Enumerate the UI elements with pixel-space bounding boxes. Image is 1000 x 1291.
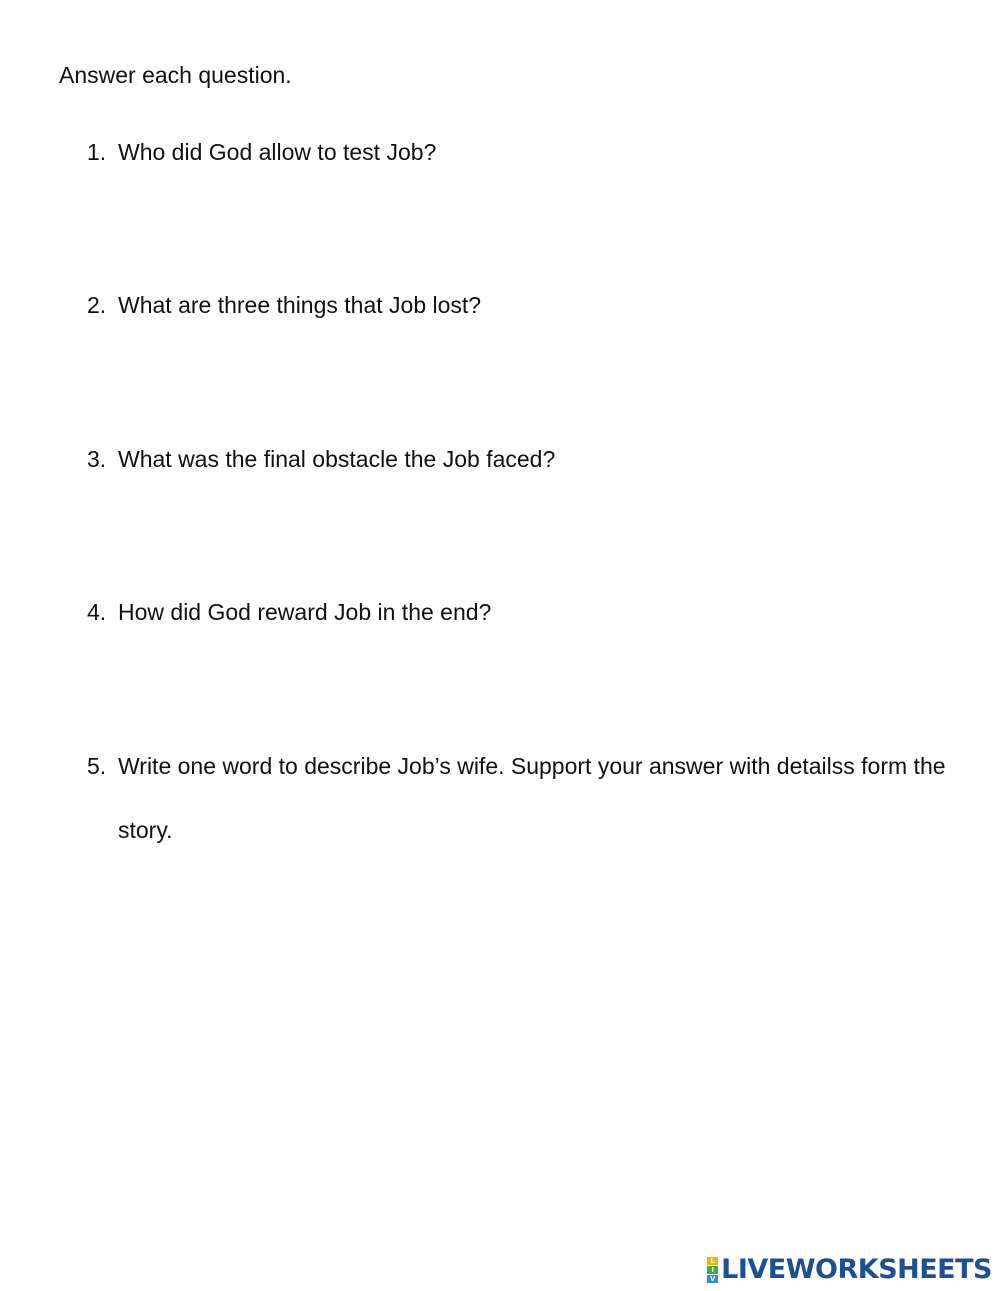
worksheet-instructions: Answer each question. xyxy=(59,62,292,88)
logo-wordmark: LIVEWORKSHEETS xyxy=(721,1254,992,1285)
logo-mark-letter: V xyxy=(707,1275,718,1283)
question-2 xyxy=(87,273,947,337)
question-5 xyxy=(87,734,947,862)
question-text: Who did God allow to test Job? xyxy=(118,139,437,165)
logo-mark-letter: L xyxy=(707,1257,718,1265)
question-number: 3. xyxy=(87,446,107,472)
question-text: How did God reward Job in the end? xyxy=(118,599,492,625)
question-3 xyxy=(87,427,947,491)
question-text: What are three things that Job lost? xyxy=(118,292,482,318)
question-1 xyxy=(87,120,947,184)
question-number: 1. xyxy=(87,139,107,165)
question-text: Write one word to describe Job’s wife. Support your answer with detailss form the story. xyxy=(118,753,946,843)
question-number: 5. xyxy=(87,753,107,779)
question-text: What was the final obstacle the Job faced? xyxy=(118,446,556,472)
logo-mark-letter: I xyxy=(707,1266,718,1274)
question-4 xyxy=(87,580,947,644)
question-number: 2. xyxy=(87,292,107,318)
question-number: 4. xyxy=(87,599,107,625)
liveworksheets-logo xyxy=(707,1253,992,1287)
liveworksheets-logo-icon xyxy=(707,1257,718,1283)
